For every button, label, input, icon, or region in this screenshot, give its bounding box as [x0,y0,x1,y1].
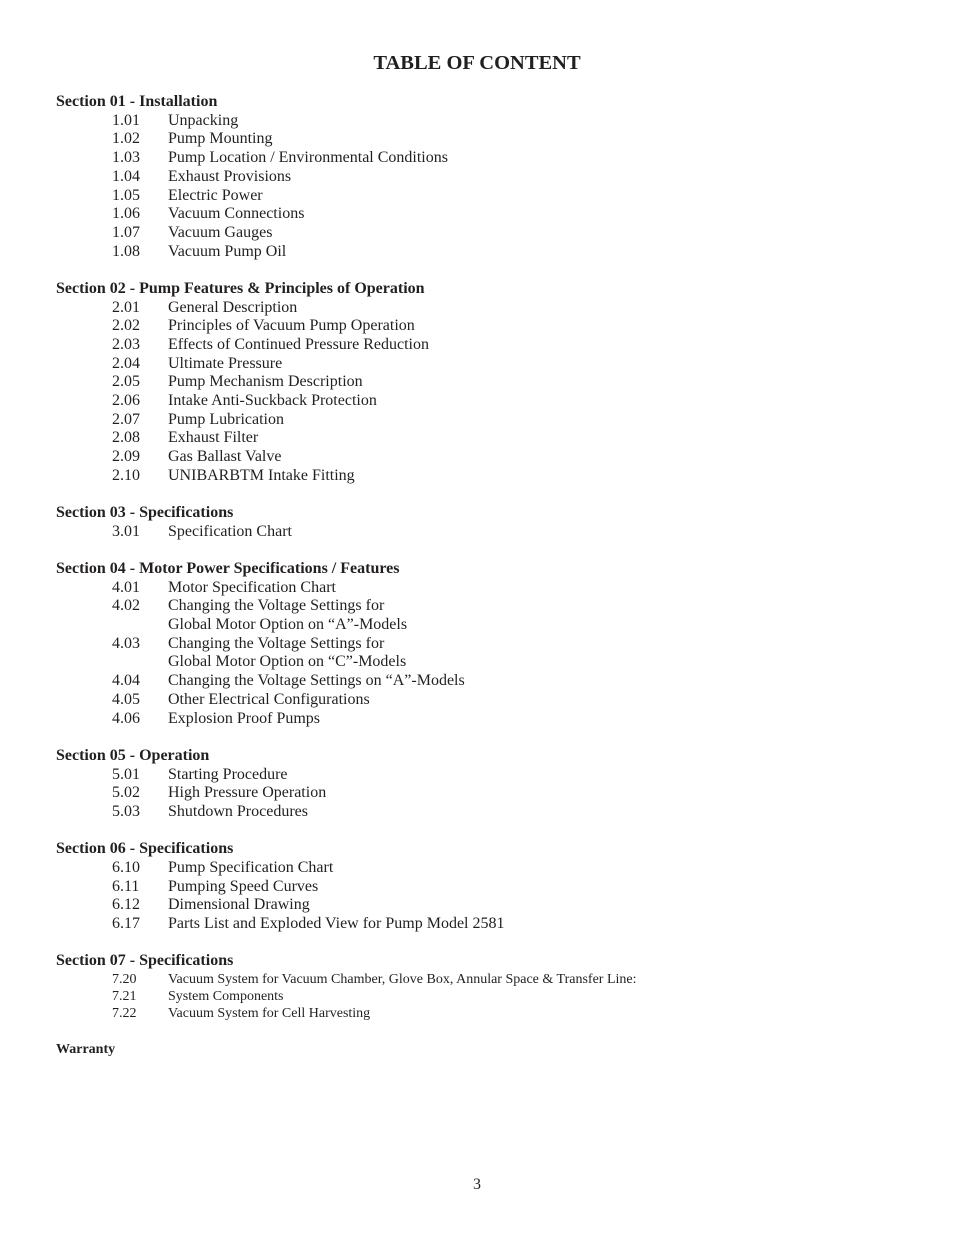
toc-entry [56,915,916,934]
entry-title-line: Ultimate Pressure [168,354,283,372]
entry-title-line: Pump Mounting [168,130,273,148]
entry-title [168,635,916,672]
entry-number: 4.05 [112,690,140,708]
entry-number: 1.06 [112,205,140,223]
toc-entry [56,187,916,206]
section-heading: Section 03 - Specifications [56,504,234,522]
entry-number: 5.03 [112,802,140,820]
entry-title-line: Pump Specification Chart [168,858,334,876]
section-heading: Section 01 - Installation [56,93,218,110]
entry-number: 1.07 [112,223,140,241]
entry-title-line: Changing the Voltage Settings for [168,597,385,615]
entry-title [168,878,916,897]
entry-title [168,784,916,803]
entry-title [168,392,916,411]
entry-title-line: Shutdown Procedures [168,802,308,820]
entry-title [168,1005,916,1022]
entry-title [168,710,916,729]
toc-entry [56,224,916,243]
entry-title-line: Changing the Voltage Settings on “A”-Models [168,672,465,690]
toc-entry [56,392,916,411]
toc-entry [56,710,916,729]
entry-title [168,149,916,168]
entry-title-line: Global Motor Option on “A”-Models [168,616,408,634]
page-number: 3 [473,1176,481,1193]
entry-title-line: High Pressure Operation [168,784,327,802]
entry-title [168,243,916,262]
entry-title-line: Principles of Vacuum Pump Operation [168,317,415,335]
toc-section [56,840,916,934]
entry-title [168,429,916,448]
entry-title [168,896,916,915]
entry-title-line: Parts List and Exploded View for Pump Model 2581 [168,914,505,932]
section-heading: Section 04 - Motor Power Specifications / Features [56,559,400,577]
entry-title [168,299,916,318]
entry-number: 4.04 [112,672,140,690]
toc-entry [56,355,916,374]
entry-title-line: Specification Chart [168,522,292,540]
section-heading: Section 02 - Pump Features & Principles of Operation [56,279,425,297]
toc-section [56,952,916,1022]
entry-title-line: Vacuum System for Vacuum Chamber, Glove Box, Annular Space & Transfer Line: [168,971,637,987]
section-heading: Section 07 - Specifications [56,952,234,970]
entry-title [168,205,916,224]
entry-number: 2.05 [112,373,140,391]
toc-entry [56,523,916,542]
entry-title-line: Explosion Proof Pumps [168,709,321,727]
entry-title [168,691,916,710]
entry-title-line: Dimensional Drawing [168,896,310,914]
entry-title-line: Vacuum Pump Oil [168,242,287,260]
entry-title-line: Vacuum Gauges [168,223,273,241]
toc-entry [56,411,916,430]
entry-title-line: Effects of Continued Pressure Reduction [168,335,429,353]
entry-number: 1.01 [112,111,140,129]
toc-entry [56,803,916,822]
toc-entry [56,243,916,262]
entry-title-line: Starting Procedure [168,765,288,783]
entry-title [168,112,916,131]
entry-title [168,448,916,467]
toc-entry [56,896,916,915]
entry-title [168,915,916,934]
entry-number: 6.11 [112,877,140,895]
toc-entry [56,168,916,187]
entry-number: 2.10 [112,466,140,484]
toc-entry [56,205,916,224]
section-heading: Section 06 - Specifications [56,840,234,858]
entry-title [168,597,916,634]
toc-entry [56,971,916,988]
entry-number: 6.17 [112,914,140,932]
entry-number: 2.08 [112,429,140,447]
entry-title [168,523,916,542]
toc-entry [56,988,916,1005]
entry-title-line: Pump Location / Environmental Conditions [168,149,448,167]
toc-section [56,747,916,822]
entry-number: 1.05 [112,186,140,204]
entry-number: 2.09 [112,448,140,466]
entry-title [168,859,916,878]
entry-title-line: Other Electrical Configurations [168,690,370,708]
toc-entry [56,112,916,131]
entry-title [168,766,916,785]
entry-number: 4.03 [112,634,140,652]
entry-title-line: System Components [168,989,284,1005]
entry-title-line: Unpacking [168,111,239,129]
entry-number: 5.02 [112,784,140,802]
entry-number: 7.22 [112,1006,137,1022]
entry-number: 4.02 [112,597,140,615]
entry-title-line: Electric Power [168,186,263,204]
toc-entry [56,429,916,448]
toc-entry [56,597,916,634]
toc-entry [56,317,916,336]
entry-title-line: Global Motor Option on “C”-Models [168,653,407,671]
entry-number: 6.12 [112,896,140,914]
toc-entry [56,766,916,785]
entry-number: 2.07 [112,410,140,428]
entry-title-line: Exhaust Provisions [168,167,292,185]
entry-title [168,411,916,430]
toc-section [56,280,916,486]
section-heading: Section 05 - Operation [56,746,210,764]
entry-number: 1.02 [112,130,140,148]
toc-entry [56,878,916,897]
toc-entry [56,579,916,598]
toc-entry [56,467,916,486]
entry-title-line: UNIBARBTM Intake Fitting [168,466,355,484]
toc-entry [56,448,916,467]
toc-entry [56,299,916,318]
entry-title-line: Changing the Voltage Settings for [168,634,385,652]
toc-entry [56,1005,916,1022]
toc-section [56,560,916,728]
toc-entry [56,373,916,392]
table-of-contents [56,93,916,1059]
entry-title [168,317,916,336]
toc-section [56,93,916,261]
entry-title [168,187,916,206]
entry-title [168,373,916,392]
entry-title-line: Exhaust Filter [168,429,259,447]
toc-entry [56,784,916,803]
entry-title [168,579,916,598]
entry-title-line: Gas Ballast Valve [168,448,282,466]
toc-entry [56,130,916,149]
entry-number: 6.10 [112,858,140,876]
toc-section [56,504,916,541]
entry-number: 5.01 [112,765,140,783]
entry-title-line: Vacuum System for Cell Harvesting [168,1006,371,1022]
warranty-heading: Warranty [56,1041,116,1057]
entry-number: 4.01 [112,578,140,596]
entry-number: 7.20 [112,971,137,987]
toc-entry [56,149,916,168]
toc-entry [56,635,916,672]
entry-title [168,130,916,149]
entry-title [168,988,916,1005]
toc-entry [56,336,916,355]
entry-title-line: Pump Mechanism Description [168,373,363,391]
entry-title [168,971,916,988]
entry-title-line: Pump Lubrication [168,410,284,428]
entry-title [168,803,916,822]
entry-title [168,467,916,486]
entry-number: 4.06 [112,709,140,727]
entry-title-line: Motor Specification Chart [168,578,336,596]
entry-title [168,355,916,374]
entry-title-line: Pumping Speed Curves [168,877,319,895]
entry-title-line: Vacuum Connections [168,205,305,223]
entry-number: 2.04 [112,354,140,372]
entry-number: 2.03 [112,335,140,353]
entry-number: 1.04 [112,167,140,185]
entry-number: 2.02 [112,317,140,335]
entry-number: 1.03 [112,149,140,167]
entry-title [168,224,916,243]
page-title: TABLE OF CONTENT [373,52,581,74]
toc-entry [56,859,916,878]
entry-title [168,168,916,187]
toc-entry [56,672,916,691]
entry-title [168,336,916,355]
entry-number: 3.01 [112,522,140,540]
entry-number: 7.21 [112,989,137,1005]
entry-title-line: Intake Anti-Suckback Protection [168,392,377,410]
toc-entry [56,691,916,710]
entry-number: 1.08 [112,242,140,260]
entry-number: 2.06 [112,392,140,410]
entry-title-line: General Description [168,298,298,316]
entry-title [168,672,916,691]
entry-number: 2.01 [112,298,140,316]
